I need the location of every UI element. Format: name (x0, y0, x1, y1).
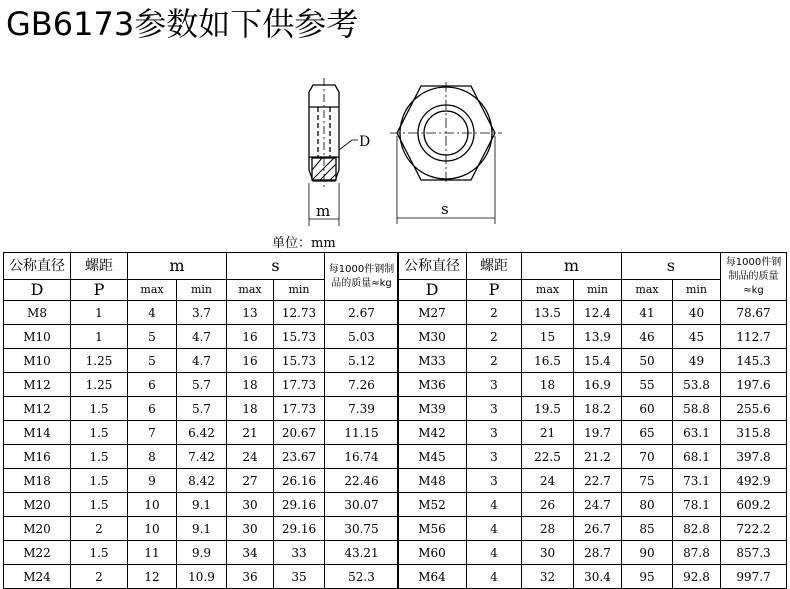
s-min-cell: 45 (673, 325, 721, 349)
weight-cell: 2.67 (325, 301, 399, 325)
m-min-cell: 9.1 (177, 493, 227, 517)
m-max-cell: 6 (128, 397, 177, 421)
header-diameter: 公称直径 (4, 253, 71, 280)
m-min-cell: 5.7 (177, 397, 227, 421)
diameter-cell: M52 (398, 493, 467, 517)
table-row (4, 565, 399, 589)
m-max-cell: 8 (128, 445, 177, 469)
m-min-cell: 6.42 (177, 421, 227, 445)
s-min-cell: 40 (673, 301, 721, 325)
header-s-min: min (274, 280, 325, 301)
header-pitch: 螺距 (71, 253, 128, 280)
s-min-cell: 78.1 (673, 493, 721, 517)
table-row (398, 325, 787, 349)
s-max-cell: 65 (622, 421, 673, 445)
pitch-cell: 1.5 (71, 469, 128, 493)
diameter-cell: M64 (398, 565, 467, 589)
diameter-cell: M8 (4, 301, 71, 325)
spec-table-right-body (398, 253, 787, 589)
s-min-cell: 92.8 (673, 565, 721, 589)
s-min-cell: 12.73 (274, 301, 325, 325)
m-max-cell: 21 (522, 421, 574, 445)
weight-cell: 5.03 (325, 325, 399, 349)
pitch-cell: 1.25 (71, 373, 128, 397)
m-min-cell: 9.9 (177, 541, 227, 565)
table-row (4, 349, 399, 373)
pitch-cell: 3 (467, 421, 522, 445)
s-max-cell: 30 (227, 493, 274, 517)
diameter-cell: M42 (398, 421, 467, 445)
page-title: GB6173参数如下供参考 (6, 5, 359, 43)
weight-cell: 609.2 (721, 493, 787, 517)
label-d: D (359, 134, 371, 150)
weight-cell: 197.6 (721, 373, 787, 397)
header-s-min: min (673, 280, 721, 301)
m-min-cell: 28.7 (574, 541, 622, 565)
s-max-cell: 34 (227, 541, 274, 565)
header-pitch-symbol: P (467, 280, 522, 301)
s-min-cell: 33 (274, 541, 325, 565)
m-max-cell: 28 (522, 517, 574, 541)
diameter-cell: M48 (398, 469, 467, 493)
m-min-cell: 5.7 (177, 373, 227, 397)
pitch-cell: 1.25 (71, 349, 128, 373)
header-m-min: min (177, 280, 227, 301)
m-min-cell: 10.9 (177, 565, 227, 589)
diameter-cell: M16 (4, 445, 71, 469)
pitch-cell: 1.5 (71, 397, 128, 421)
s-min-cell: 87.8 (673, 541, 721, 565)
s-min-cell: 68.1 (673, 445, 721, 469)
table-row (398, 397, 787, 421)
table-row (4, 397, 399, 421)
pitch-cell: 3 (467, 373, 522, 397)
m-min-cell: 8.42 (177, 469, 227, 493)
s-max-cell: 55 (622, 373, 673, 397)
s-max-cell: 16 (227, 349, 274, 373)
weight-cell: 78.67 (721, 301, 787, 325)
m-max-cell: 4 (128, 301, 177, 325)
weight-cell: 30.75 (325, 517, 399, 541)
table-row (4, 325, 399, 349)
m-min-cell: 30.4 (574, 565, 622, 589)
m-min-cell: 3.7 (177, 301, 227, 325)
pitch-cell: 4 (467, 541, 522, 565)
header-s: s (622, 253, 721, 280)
table-row (4, 301, 399, 325)
pitch-cell: 1 (71, 325, 128, 349)
m-min-cell: 9.1 (177, 517, 227, 541)
header-diameter-symbol: D (4, 280, 71, 301)
s-max-cell: 18 (227, 373, 274, 397)
m-min-cell: 12.4 (574, 301, 622, 325)
m-max-cell: 7 (128, 421, 177, 445)
diameter-cell: M33 (398, 349, 467, 373)
s-max-cell: 75 (622, 469, 673, 493)
table-row (398, 301, 787, 325)
pitch-cell: 3 (467, 397, 522, 421)
s-min-cell: 53.8 (673, 373, 721, 397)
m-max-cell: 15 (522, 325, 574, 349)
m-max-cell: 30 (522, 541, 574, 565)
spec-table-right (397, 252, 787, 589)
diameter-cell: M60 (398, 541, 467, 565)
m-min-cell: 26.7 (574, 517, 622, 541)
label-s: s (441, 200, 449, 218)
pitch-cell: 1 (71, 301, 128, 325)
header-m-max: max (522, 280, 574, 301)
s-max-cell: 27 (227, 469, 274, 493)
weight-cell: 255.6 (721, 397, 787, 421)
weight-cell: 11.15 (325, 421, 399, 445)
s-max-cell: 46 (622, 325, 673, 349)
table-row (398, 565, 787, 589)
s-max-cell: 70 (622, 445, 673, 469)
s-max-cell: 95 (622, 565, 673, 589)
m-max-cell: 6 (128, 373, 177, 397)
m-max-cell: 12 (128, 565, 177, 589)
s-max-cell: 18 (227, 397, 274, 421)
header-s: s (227, 253, 325, 280)
diameter-cell: M39 (398, 397, 467, 421)
unit-label: 单位：mm (272, 236, 336, 251)
m-max-cell: 13.5 (522, 301, 574, 325)
table-row (398, 469, 787, 493)
s-min-cell: 17.73 (274, 373, 325, 397)
pitch-cell: 2 (467, 349, 522, 373)
diameter-cell: M20 (4, 517, 71, 541)
weight-cell: 397.8 (721, 445, 787, 469)
diameter-cell: M10 (4, 325, 71, 349)
diameter-cell: M12 (4, 397, 71, 421)
header-m: m (128, 253, 227, 280)
table-row (4, 469, 399, 493)
diameter-cell: M36 (398, 373, 467, 397)
s-min-cell: 15.73 (274, 349, 325, 373)
s-min-cell: 29.16 (274, 517, 325, 541)
diameter-cell: M30 (398, 325, 467, 349)
s-max-cell: 24 (227, 445, 274, 469)
diameter-cell: M56 (398, 517, 467, 541)
pitch-cell: 2 (71, 565, 128, 589)
s-min-cell: 15.73 (274, 325, 325, 349)
pitch-cell: 3 (467, 469, 522, 493)
s-max-cell: 30 (227, 517, 274, 541)
header-pitch-symbol: P (71, 280, 128, 301)
weight-cell: 16.74 (325, 445, 399, 469)
weight-cell: 112.7 (721, 325, 787, 349)
s-max-cell: 16 (227, 325, 274, 349)
s-min-cell: 58.8 (673, 397, 721, 421)
s-max-cell: 60 (622, 397, 673, 421)
s-min-cell: 82.8 (673, 517, 721, 541)
s-max-cell: 50 (622, 349, 673, 373)
s-min-cell: 17.73 (274, 397, 325, 421)
s-min-cell: 63.1 (673, 421, 721, 445)
s-max-cell: 21 (227, 421, 274, 445)
pitch-cell: 1.5 (71, 445, 128, 469)
table-row (4, 445, 399, 469)
header-pitch: 螺距 (467, 253, 522, 280)
m-min-cell: 4.7 (177, 349, 227, 373)
pitch-cell: 1.5 (71, 541, 128, 565)
header-diameter-symbol: D (398, 280, 467, 301)
m-min-cell: 24.7 (574, 493, 622, 517)
m-max-cell: 5 (128, 349, 177, 373)
m-max-cell: 32 (522, 565, 574, 589)
s-min-cell: 73.1 (673, 469, 721, 493)
weight-cell: 997.7 (721, 565, 787, 589)
weight-cell: 315.8 (721, 421, 787, 445)
s-max-cell: 41 (622, 301, 673, 325)
m-min-cell: 15.4 (574, 349, 622, 373)
m-max-cell: 22.5 (522, 445, 574, 469)
m-max-cell: 16.5 (522, 349, 574, 373)
m-max-cell: 24 (522, 469, 574, 493)
s-max-cell: 85 (622, 517, 673, 541)
table-row (398, 493, 787, 517)
pitch-cell: 4 (467, 493, 522, 517)
table-row (398, 541, 787, 565)
diameter-cell: M18 (4, 469, 71, 493)
label-m: m (316, 202, 331, 220)
pitch-cell: 4 (467, 517, 522, 541)
header-m-min: min (574, 280, 622, 301)
table-row (4, 517, 399, 541)
m-min-cell: 16.9 (574, 373, 622, 397)
m-max-cell: 5 (128, 325, 177, 349)
pitch-cell: 3 (467, 445, 522, 469)
weight-cell: 22.46 (325, 469, 399, 493)
weight-cell: 492.9 (721, 469, 787, 493)
s-max-cell: 36 (227, 565, 274, 589)
diameter-cell: M12 (4, 373, 71, 397)
pitch-cell: 2 (467, 301, 522, 325)
s-min-cell: 20.67 (274, 421, 325, 445)
table-row (4, 421, 399, 445)
m-min-cell: 18.2 (574, 397, 622, 421)
table-row (398, 349, 787, 373)
m-max-cell: 10 (128, 517, 177, 541)
m-min-cell: 21.2 (574, 445, 622, 469)
m-max-cell: 26 (522, 493, 574, 517)
diameter-cell: M20 (4, 493, 71, 517)
diameter-cell: M45 (398, 445, 467, 469)
hex-nut-drawing (0, 0, 790, 240)
table-row (4, 493, 399, 517)
pitch-cell: 4 (467, 565, 522, 589)
weight-cell: 43.21 (325, 541, 399, 565)
weight-cell: 857.3 (721, 541, 787, 565)
header-weight: 每1000件钢制品的质量≈kg (325, 253, 399, 301)
s-max-cell: 80 (622, 493, 673, 517)
weight-cell: 145.3 (721, 349, 787, 373)
header-m: m (522, 253, 622, 280)
header-weight: 每1000件钢制品的质量≈kg (721, 253, 787, 301)
table-row (4, 541, 399, 565)
s-max-cell: 13 (227, 301, 274, 325)
s-max-cell: 90 (622, 541, 673, 565)
diameter-cell: M27 (398, 301, 467, 325)
s-min-cell: 35 (274, 565, 325, 589)
m-max-cell: 10 (128, 493, 177, 517)
header-s-max: max (622, 280, 673, 301)
diameter-cell: M10 (4, 349, 71, 373)
s-min-cell: 26.16 (274, 469, 325, 493)
table-row (398, 445, 787, 469)
s-min-cell: 29.16 (274, 493, 325, 517)
pitch-cell: 2 (71, 517, 128, 541)
m-min-cell: 19.7 (574, 421, 622, 445)
table-row (398, 421, 787, 445)
m-max-cell: 19.5 (522, 397, 574, 421)
s-min-cell: 49 (673, 349, 721, 373)
spec-table-left-body (4, 253, 399, 589)
diameter-cell: M24 (4, 565, 71, 589)
weight-cell: 5.12 (325, 349, 399, 373)
weight-cell: 7.39 (325, 397, 399, 421)
weight-cell: 7.26 (325, 373, 399, 397)
spec-table-left (3, 252, 399, 589)
header-diameter: 公称直径 (398, 253, 467, 280)
m-min-cell: 4.7 (177, 325, 227, 349)
pitch-cell: 1.5 (71, 493, 128, 517)
header-s-max: max (227, 280, 274, 301)
weight-cell: 52.3 (325, 565, 399, 589)
pitch-cell: 1.5 (71, 421, 128, 445)
table-row (398, 517, 787, 541)
m-max-cell: 18 (522, 373, 574, 397)
diameter-cell: M22 (4, 541, 71, 565)
m-max-cell: 11 (128, 541, 177, 565)
diameter-cell: M14 (4, 421, 71, 445)
weight-cell: 722.2 (721, 517, 787, 541)
weight-cell: 30.07 (325, 493, 399, 517)
header-m-max: max (128, 280, 177, 301)
m-min-cell: 22.7 (574, 469, 622, 493)
s-min-cell: 23.67 (274, 445, 325, 469)
m-min-cell: 13.9 (574, 325, 622, 349)
m-max-cell: 9 (128, 469, 177, 493)
pitch-cell: 2 (467, 325, 522, 349)
table-row (398, 373, 787, 397)
table-row (4, 373, 399, 397)
m-min-cell: 7.42 (177, 445, 227, 469)
